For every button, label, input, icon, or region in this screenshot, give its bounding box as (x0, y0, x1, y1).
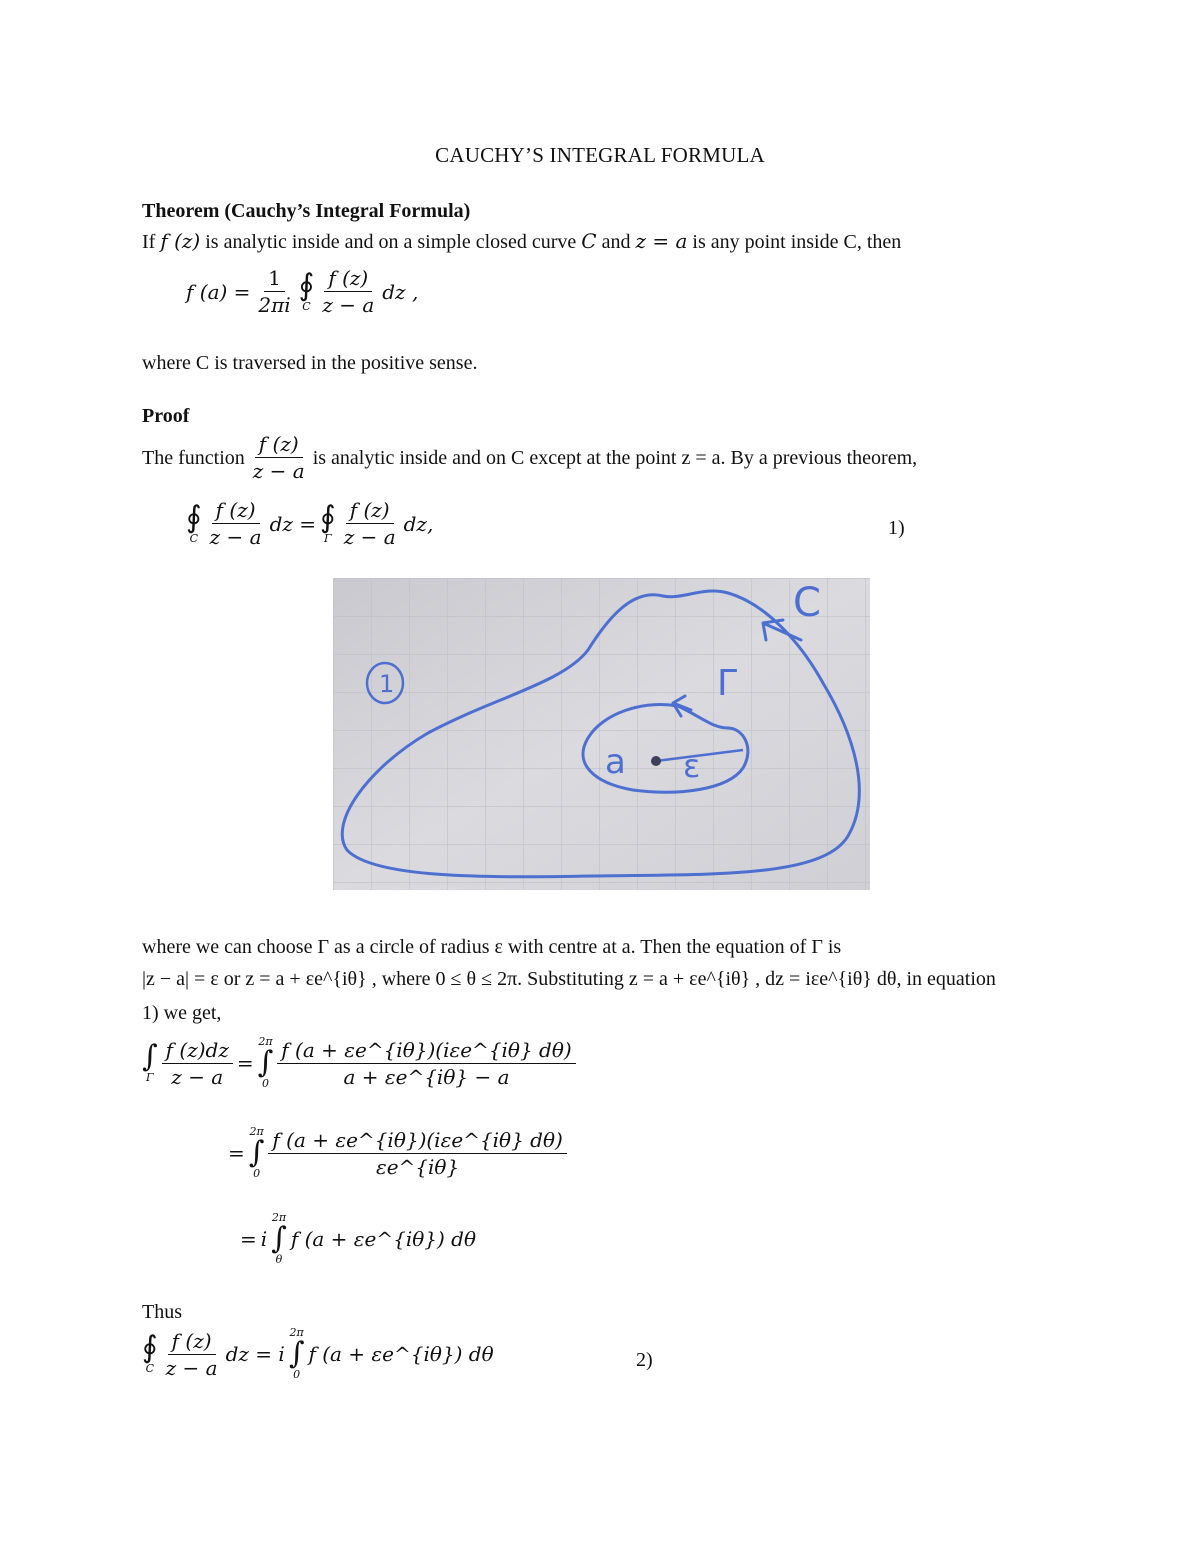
eq1-lim-left: C (189, 531, 199, 545)
integral-sign: 2π ∫ 0 (248, 1125, 265, 1180)
formula-fraction (318, 266, 378, 317)
theorem-if: If (142, 231, 156, 253)
eq2-fraction (162, 1329, 222, 1380)
theorem-and: and (601, 231, 631, 253)
eqA-rhs-num: f (a + εe^{iθ})(iεe^{iθ} dθ) (277, 1038, 575, 1064)
proof-frac-den: z − a (252, 459, 305, 483)
label-gamma: Γ (717, 663, 738, 704)
equation-2: ∮ C $\frac{f (z)}{z - a}$ dz = i 2π ∫ 0 f (a + εe^{iθ}) dθ (142, 1326, 494, 1381)
thus-label: Thus (142, 1301, 182, 1323)
eqA-lhs-num: f (z)dz (162, 1038, 233, 1064)
eq2-lim: C (145, 1362, 155, 1375)
eq2-num: f (z) (168, 1329, 216, 1355)
eqA-lhs-fraction (162, 1038, 233, 1089)
page-title: CAUCHY’S INTEGRAL FORMULA (435, 143, 765, 167)
theorem-curve-C: C (581, 229, 597, 253)
eq1-den-right: z − a (343, 525, 396, 549)
eq2-lower-limit: 0 (293, 1368, 301, 1381)
eqA-lower-limit: 0 (261, 1077, 269, 1090)
proof-line-1 (142, 432, 917, 483)
proof-fraction (249, 432, 309, 483)
eqA-lhs-lim: Γ (146, 1071, 154, 1084)
label-epsilon: ε (683, 747, 701, 785)
equation-C: = i 2π ∫ θ f (a + εe^{iθ}) dθ (240, 1211, 476, 1266)
eqB-upper-limit: 2π (249, 1125, 264, 1138)
integral-sign: 2π ∫ 0 (257, 1035, 274, 1090)
eqA-lhs-den: z − a (171, 1064, 224, 1089)
eqB-fraction (268, 1128, 566, 1179)
after-figure-line-2: |z − a| = ε or z = a + εe^{iθ} , where 0 ≤ θ ≤ 2π. Substituting z = a + εe^{iθ} , dz = iεe^{iθ} dθ, in equation (142, 968, 996, 990)
eq1-lim-right: Γ (324, 531, 332, 545)
grid-lines (333, 578, 870, 890)
equation-number-2: 2) (636, 1349, 653, 1371)
eq1-num-left: f (z) (212, 498, 260, 524)
eqC-body: f (a + εe^{iθ}) dθ (290, 1227, 476, 1251)
eq1-tail: dz, (403, 511, 434, 536)
equation-B: = 2π ∫ 0 $\frac{\text{f (a + εe\textasciicircum{}\{iθ\})(iεe\textasciicircum{}\{iθ\} dθ)}}{\varepsilon e\^{}\{i\theta\}}$ (228, 1126, 567, 1180)
eqB-lower-limit: 0 (253, 1167, 261, 1180)
integral-sign: 2π ∫ θ (271, 1211, 287, 1266)
theorem-fz: f (z) (160, 229, 201, 253)
formula-coefficient (254, 266, 294, 317)
theorem-heading: Theorem (Cauchy’s Integral Formula) (142, 200, 471, 222)
region-label: 1 (379, 670, 395, 698)
eq1-fraction-right (340, 498, 400, 549)
eq1-num-right: f (z) (346, 498, 394, 524)
after-figure-line-1: where we can choose Γ as a circle of radius ε with centre at a. Then the equation of Γ is (142, 936, 842, 958)
formula-coef-den: 2πi (258, 293, 291, 317)
eqC-lower-limit: θ (275, 1253, 283, 1266)
formula-tail: dz , (382, 279, 419, 304)
proof-heading: Proof (142, 405, 190, 427)
contour-integral-sign: ∮ C (186, 499, 202, 545)
proof-line1-a: The function (142, 446, 245, 469)
eqA-rhs-den: a + εe^{iθ} − a (343, 1064, 510, 1089)
eqA-rhs-fraction (277, 1038, 575, 1089)
point-a (651, 756, 661, 766)
label-C: C (793, 580, 821, 626)
eqB-num: f (a + εe^{iθ})(iεe^{iθ} dθ) (268, 1128, 566, 1154)
formula-lhs: f (a) = (186, 279, 251, 304)
integral-sign: 2π ∫ 0 (288, 1326, 305, 1381)
theorem-mid: is analytic inside and on a simple closed curve (205, 231, 577, 253)
after-figure-line-3: 1) we get, (142, 1002, 222, 1024)
cauchy-formula (186, 266, 418, 317)
eq1-den-left: z − a (209, 525, 262, 549)
eqA-upper-limit: 2π (258, 1035, 273, 1048)
eq2-upper-limit: 2π (289, 1326, 304, 1339)
contour-sketch-figure (333, 578, 870, 890)
contour-integral-sign: ∮ C (298, 267, 315, 313)
equation-number-1: 1) (888, 517, 905, 539)
proof-line1-b: is analytic inside and on C except at the point z = a. By a previous theorem, (312, 446, 918, 469)
theorem-za: z = a (635, 229, 688, 253)
contour-integral-sign: ∮ Γ (320, 499, 336, 545)
eq2-den: z − a (165, 1355, 218, 1380)
eq1-mid: dz = (269, 511, 317, 536)
contour-integral-sign: ∮ C (142, 1330, 158, 1375)
theorem-statement (142, 229, 901, 254)
eq1-fraction-left (206, 498, 266, 549)
equation-1 (186, 498, 433, 549)
theorem-where: where C is traversed in the positive sense. (142, 352, 478, 374)
formula-coef-num: 1 (264, 266, 285, 292)
proof-frac-num: f (z) (255, 432, 303, 458)
label-a: a (605, 742, 626, 782)
theorem-end: is any point inside C, then (692, 231, 902, 253)
integral-sign: ∫ Γ (142, 1039, 158, 1084)
eqC-upper-limit: 2π (271, 1211, 287, 1224)
eq2-body: f (a + εe^{iθ}) dθ (308, 1342, 494, 1366)
formula-num: f (z) (324, 266, 372, 292)
formula-den: z − a (322, 293, 375, 317)
integral-limit: C (302, 299, 311, 313)
equation-A: ∫ Γ $\frac{f (z)dz}{z - a}$ = 2π ∫ 0 $\frac{\text{f (a + εe\textasciicircum{}\{iθ\})(iεe\textasciicircum{}\{iθ\} dθ)}}{a + \varepsilon e\^{}\{i\theta\} - a}$ (142, 1036, 576, 1090)
eqB-den: εe^{iθ} (375, 1154, 460, 1179)
